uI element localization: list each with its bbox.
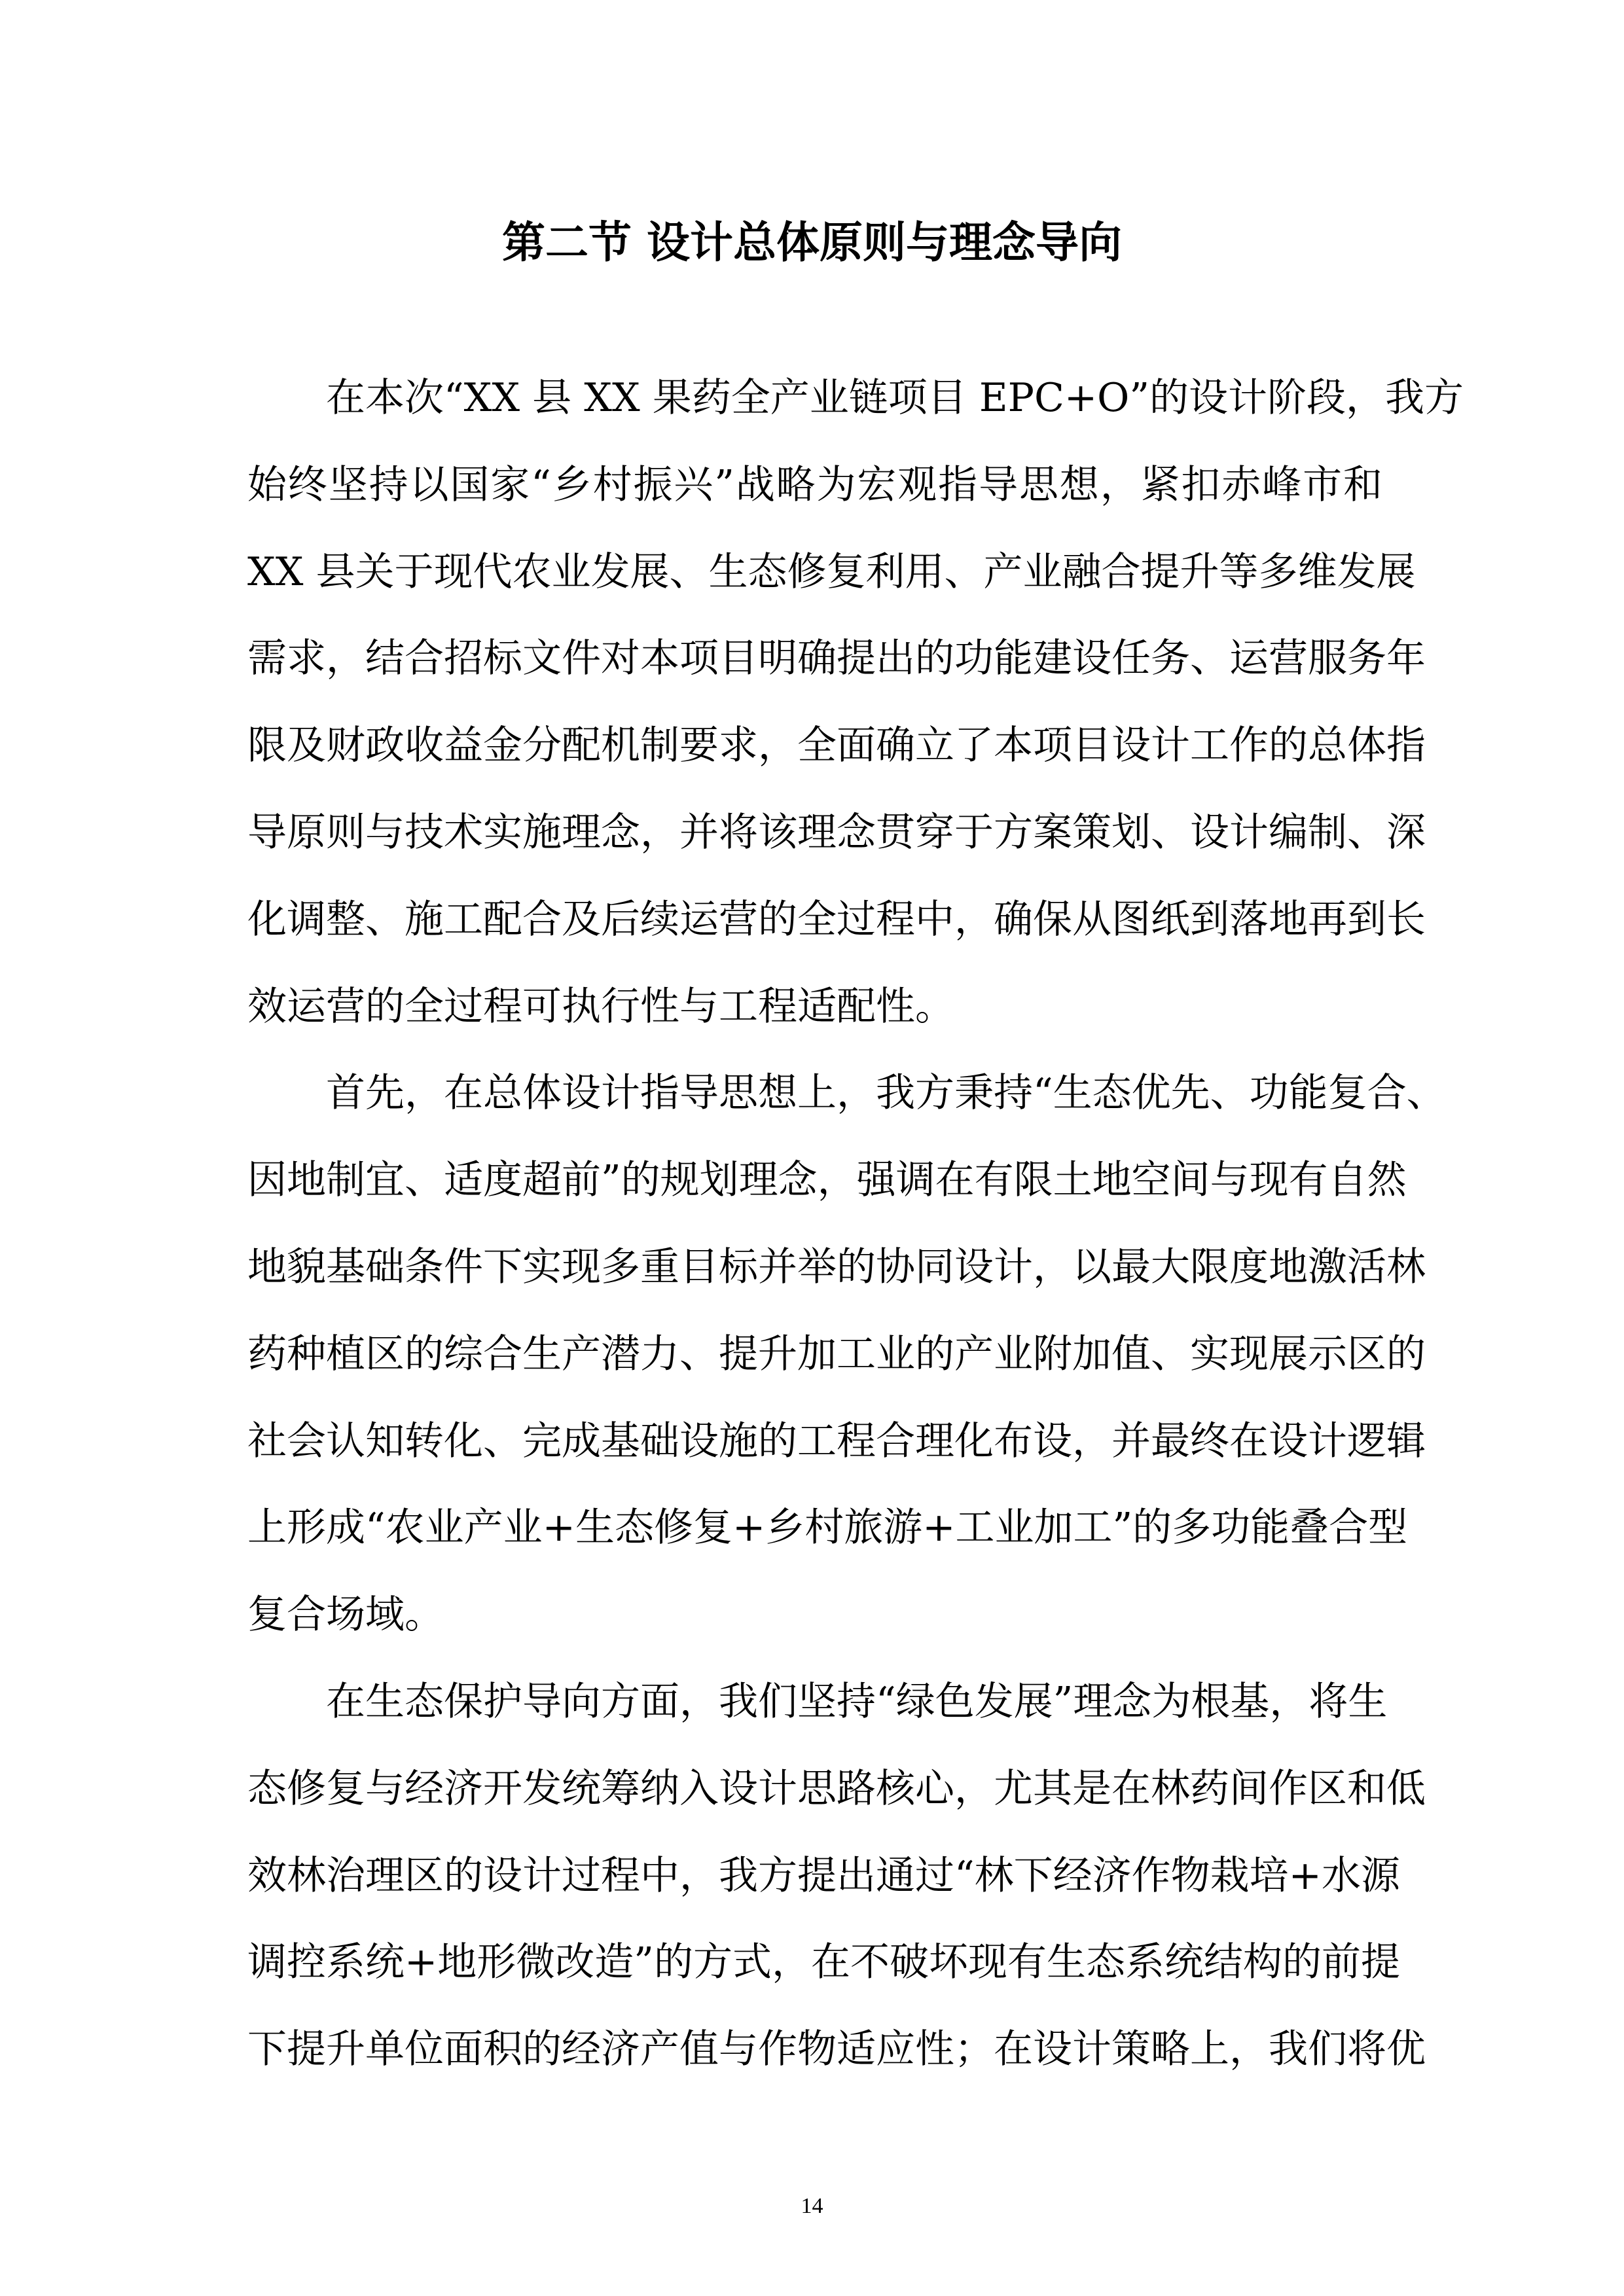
paragraph-3: [247, 1659, 1426, 2093]
paragraph-1: [247, 355, 1464, 1050]
text-line: XX 县关于现代农业发展、生态修复利用、产业融合提升等多维发展: [247, 548, 1416, 595]
text-line: 限及财政收益金分配机制要求，全面确立了本项目设计工作的总体指: [247, 723, 1426, 769]
text-line: 因地制宜、适度超前”的规划理念，强调在有限土地空间与现有自然: [247, 1157, 1407, 1204]
text-line: 效林治理区的设计过程中，我方提出通过“林下经济作物栽培+水源: [247, 1852, 1400, 1899]
text-line: 复合场域。: [247, 1592, 444, 1638]
text-line: 态修复与经济开发统筹纳入设计思路核心，尤其是在林药间作区和低: [247, 1765, 1426, 1812]
body-text: [247, 355, 1464, 2093]
text-line: 下提升单位面积的经济产值与作物适应性；在设计策略上，我们将优: [247, 2026, 1426, 2073]
text-line: 在生态保护导向方面，我们坚持“绿色发展”理念为根基，将生: [326, 1678, 1388, 1725]
text-line: 化调整、施工配合及后续运营的全过程中，确保从图纸到落地再到长: [247, 896, 1426, 942]
text-line: 调控系统+地形微改造”的方式，在不破坏现有生态系统结构的前提: [247, 1939, 1400, 1986]
text-line: 药种植区的综合生产潜力、提升加工业的产业附加值、实现展示区的: [247, 1331, 1426, 1377]
paragraph-2: [247, 1050, 1446, 1659]
text-line: 社会认知转化、完成基础设施的工程合理化布设，并最终在设计逻辑: [247, 1418, 1426, 1464]
text-line: 始终坚持以国家“乡村振兴”战略为宏观指导思想，紧扣赤峰市和: [247, 461, 1382, 508]
text-line: 首先，在总体设计指导思想上，我方秉持“生态优先、功能复合、: [326, 1070, 1446, 1117]
text-line: 地貌基础条件下实现多重目标并举的协同设计，以最大限度地激活林: [247, 1244, 1426, 1290]
text-line: 需求，结合招标文件对本项目明确提出的功能建设任务、运营服务年: [247, 636, 1426, 682]
text-line: 效运营的全过程可执行性与工程适配性。: [247, 983, 954, 1030]
text-line: 导原则与技术实施理念，并将该理念贯穿于方案策划、设计编制、深: [247, 809, 1426, 855]
section-heading: 第二节 设计总体原则与理念导向: [502, 217, 1122, 268]
text-line: 上形成“农业产业+生态修复+乡村旅游+工业加工”的多功能叠合型: [247, 1505, 1408, 1551]
page-number: 14: [801, 2194, 823, 2218]
text-line: 在本次“XX 县 XX 果药全产业链项目 EPC+O”的设计阶段，我方: [326, 375, 1464, 421]
